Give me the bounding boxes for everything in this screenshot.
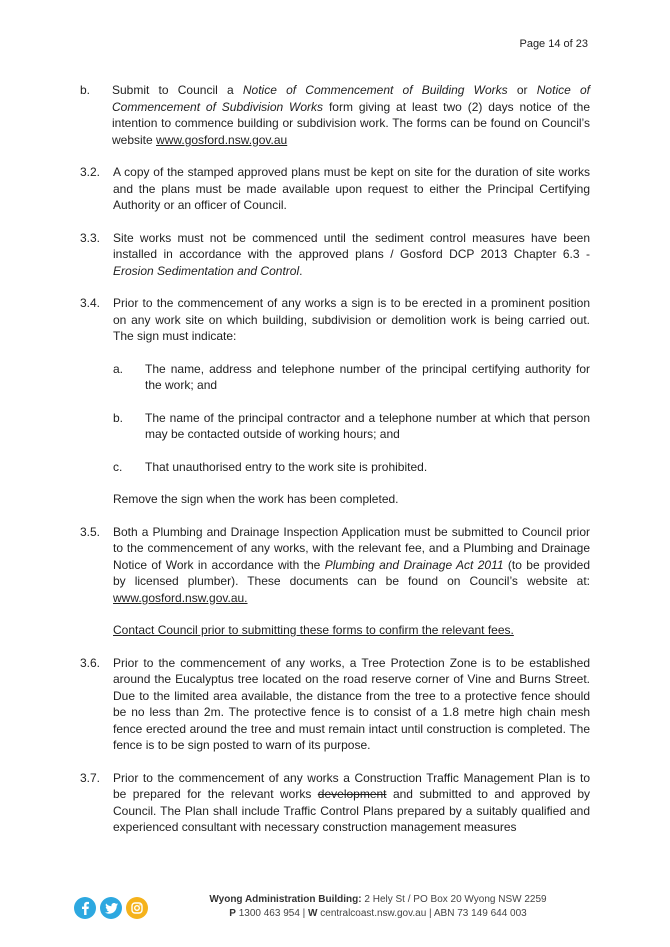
condition-3-2 bbox=[80, 164, 590, 214]
condition-number: 3.3. bbox=[80, 230, 101, 245]
text: Both a Plumbing and Drainage Inspection Application must be submitted to Council prior to the commencement of any works, with the relevant fee, and a Plumbing and Drainage Notice of Work in accordance with the bbox=[113, 524, 590, 572]
building-label: Wyong Administration Building: bbox=[209, 894, 362, 905]
footer-address-line bbox=[158, 893, 598, 907]
condition-3-6 bbox=[80, 655, 590, 754]
twitter-icon[interactable] bbox=[100, 897, 122, 919]
text: or bbox=[507, 83, 537, 97]
item-marker: c. bbox=[113, 459, 123, 474]
condition-3-4 bbox=[80, 295, 590, 508]
chapter-title: Erosion Sedimentation and Control bbox=[113, 263, 300, 278]
sign-item-c bbox=[113, 459, 590, 476]
condition-number: 3.2. bbox=[80, 165, 101, 179]
website-abn: centralcoast.nsw.gov.au | ABN 73 149 644 003 bbox=[317, 908, 527, 919]
text: (to be provided by licensed plumber). These documents can be found on Council’s website at: bbox=[113, 557, 591, 588]
condition-text: Prior to the commencement of any works, a Tree Protection Zone is to be established around the Eucalyptus tree located on the road reserve corner of Vine and Burns Street. Due to the limited area available, the distance from the tree to a protective fence should be no less than 2m. The protective fence is to consist of a 1.8 metre high chain mesh fence erected around the tree and must remain intact until construction is completed. The fence is to be sign posted to warn of its purpose. bbox=[113, 655, 590, 752]
web-label: W bbox=[308, 908, 318, 919]
sign-item-a bbox=[113, 361, 590, 394]
council-website-link[interactable]: www.gosford.nsw.gov.au bbox=[156, 132, 288, 147]
form-name: Notice of Commencement of Building Works bbox=[242, 83, 508, 97]
footer-contact-line bbox=[158, 907, 598, 921]
condition-number: 3.7. bbox=[80, 770, 101, 785]
contact-council-note: Contact Council prior to submitting these forms to confirm the relevant fees. bbox=[113, 623, 514, 637]
condition-text: Prior to the commencement of any works a Construction Traffic Management Plan is to be prepared for the relevant works bbox=[113, 770, 590, 801]
phone-number: 1300 463 954 | bbox=[235, 908, 309, 919]
text: and submitted to and approved by Council. The Plan shall include Traffic Control Plans prepared by a suitably qualified and experienced consultant with necessary construction management measures bbox=[113, 787, 590, 834]
instagram-icon[interactable] bbox=[126, 897, 148, 919]
item-marker: b. bbox=[113, 410, 124, 425]
item-marker: a. bbox=[113, 361, 124, 376]
act-name: Plumbing and Drainage Act 2011 bbox=[324, 557, 504, 572]
condition-text bbox=[113, 524, 590, 607]
condition-text: Prior to the commencement of any works a sign is to be erected in a prominent position on any work site on which building, subdivision or demolition work is being carried out. The sign must indicate: bbox=[113, 296, 590, 343]
footer-contact bbox=[158, 893, 598, 921]
text: . bbox=[299, 263, 303, 278]
item-text: The name, address and telephone number of the principal certifying authority for the work; and bbox=[145, 361, 590, 392]
sign-removal-note: Remove the sign when the work has been completed. bbox=[113, 492, 399, 506]
condition-number: 3.5. bbox=[80, 524, 101, 539]
condition-number: 3.4. bbox=[80, 296, 101, 310]
address: 2 Hely St / PO Box 20 Wyong NSW 2259 bbox=[361, 894, 547, 905]
text: form giving at least two (2) days notice of the intention to commence building or subdivision work. The forms can be found on Council’s website bbox=[112, 99, 590, 147]
condition-3-1-item-b bbox=[80, 82, 590, 148]
text: Submit to Council a bbox=[112, 83, 243, 97]
council-website-link[interactable]: www.gosford.nsw.gov.au. bbox=[113, 590, 248, 605]
condition-3-7 bbox=[80, 770, 590, 836]
condition-3-5 bbox=[80, 524, 590, 639]
page-number: Page 14 of 23 bbox=[519, 38, 588, 50]
item-marker: b. bbox=[80, 83, 91, 97]
struck-text: development bbox=[317, 787, 387, 801]
condition-text: Site works must not be commenced until the sediment control measures have been installed in accordance with the approved plans / Gosford DCP 2013 Chapter 6.3 - bbox=[113, 230, 590, 261]
condition-3-3 bbox=[80, 230, 590, 280]
form-name: Notice of Commencement of Subdivision Works bbox=[112, 83, 590, 114]
document-body bbox=[80, 82, 590, 852]
sign-item-b bbox=[113, 410, 590, 443]
social-icons bbox=[74, 897, 148, 919]
facebook-icon[interactable] bbox=[74, 897, 96, 919]
condition-number: 3.6. bbox=[80, 655, 101, 670]
item-text: The name of the principal contractor and a telephone number at which that person may be contacted outside of working hours; and bbox=[145, 410, 590, 441]
item-text: That unauthorised entry to the work site is prohibited. bbox=[145, 459, 428, 474]
condition-text: A copy of the stamped approved plans must be kept on site for the duration of site works and the plans must be made available upon request to either the Principal Certifying Authority or an officer of Council. bbox=[113, 165, 590, 212]
phone-label: P bbox=[229, 908, 236, 919]
page-footer bbox=[74, 893, 594, 929]
